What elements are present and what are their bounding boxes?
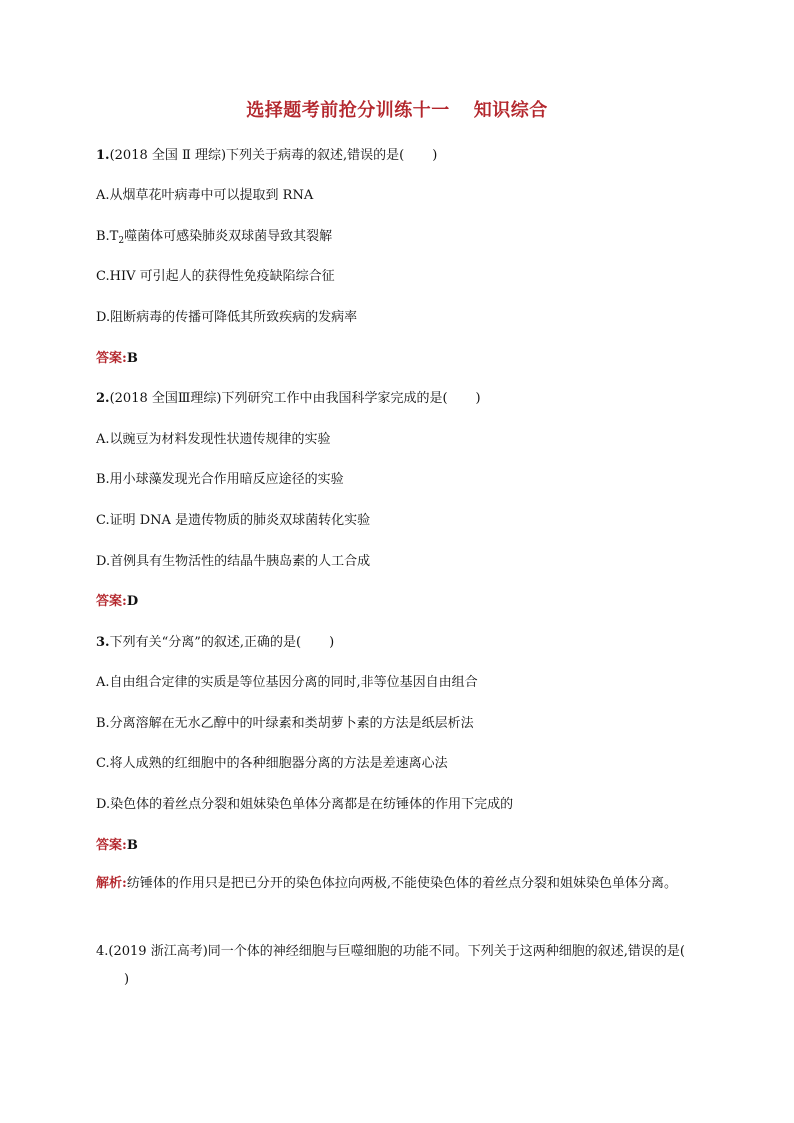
question-2-option-b: B.用小球藻发现光合作用暗反应途径的实验 — [96, 472, 344, 487]
question-3-text: 下列有关“分离”的叙述,正确的是( — [109, 635, 302, 650]
question-3-option-c: C.将人成熟的红细胞中的各种细胞器分离的方法是差速离心法 — [96, 756, 448, 771]
question-2-number: 2. — [96, 391, 110, 406]
question-3-stem: 3.下列有关“分离”的叙述,正确的是( ) — [96, 635, 335, 650]
question-4-stem: 4.(2019 浙江高考)同一个体的神经细胞与巨噬细胞的功能不同。下列关于这两种细胞的叙述,错误的是() — [96, 944, 685, 987]
explanation-text: 纺锤体的作用只是把已分开的染色体拉向两极,不能使染色体的着丝点分裂和姐妹染色单体分离。 — [126, 876, 677, 891]
question-2-text: (2018 全国Ⅲ理综)下列研究工作中由我国科学家完成的是( — [109, 391, 448, 406]
question-3-answer — [96, 837, 716, 855]
explanation-label: 解析: — [96, 876, 127, 891]
question-2-option-d: D.首例具有生物活性的结晶牛胰岛素的人工合成 — [96, 554, 371, 569]
question-1-answer — [96, 350, 716, 368]
question-1-option-a: A.从烟草花叶病毒中可以提取到 RNA — [96, 188, 314, 203]
question-2-stem: 2.(2018 全国Ⅲ理综)下列研究工作中由我国科学家完成的是( ) — [96, 391, 481, 406]
question-2-option-c: C.证明 DNA 是遗传物质的肺炎双球菌转化实验 — [96, 513, 371, 528]
question-2-option-a: A.以豌豆为材料发现性状遗传规律的实验 — [96, 432, 331, 447]
answer-value: B — [126, 838, 138, 853]
question-1-option-c: C.HIV 可引起人的获得性免疫缺陷综合征 — [96, 269, 335, 284]
question-1-stem: 1.(2018 全国 Ⅱ 理综)下列关于病毒的叙述,错误的是( ) — [96, 148, 438, 163]
question-3-option-a: A.自由组合定律的实质是等位基因分离的同时,非等位基因自由组合 — [96, 675, 478, 690]
question-3-explanation — [96, 870, 700, 898]
question-1-number: 1. — [96, 148, 110, 163]
question-2-answer — [96, 593, 716, 611]
question-1-option-b: $B.T_2$噬菌体可感染肺炎双球菌导致其裂解 — [96, 229, 333, 246]
question-1-text: (2018 全国 Ⅱ 理综)下列关于病毒的叙述,错误的是( — [109, 148, 405, 163]
question-4-text: (2019 浙江高考)同一个体的神经细胞与巨噬细胞的功能不同。下列关于这两种细胞的叙述,错误的是( — [108, 944, 685, 959]
title-main: 选择题考前抢分训练十一 — [246, 100, 450, 121]
question-4-number: 4. — [96, 944, 109, 959]
question-3-number: 3. — [96, 635, 110, 650]
question-3-option-b: B.分离溶解在无水乙醇中的叶绿素和类胡萝卜素的方法是纸层析法 — [96, 716, 474, 731]
question-3-option-d: D.染色体的着丝点分裂和姐妹染色单体分离都是在纺锤体的作用下完成的 — [96, 797, 514, 812]
answer-label: 答案: — [96, 594, 127, 609]
answer-label: 答案: — [96, 351, 127, 366]
answer-label: 答案: — [96, 838, 127, 853]
question-1-option-d: D.阻断病毒的传播可降低其所致疾病的发病率 — [96, 310, 358, 325]
answer-value: B — [126, 351, 138, 366]
answer-value: D — [126, 594, 139, 609]
page-title — [0, 96, 794, 122]
title-sub: 知识综合 — [473, 100, 548, 121]
